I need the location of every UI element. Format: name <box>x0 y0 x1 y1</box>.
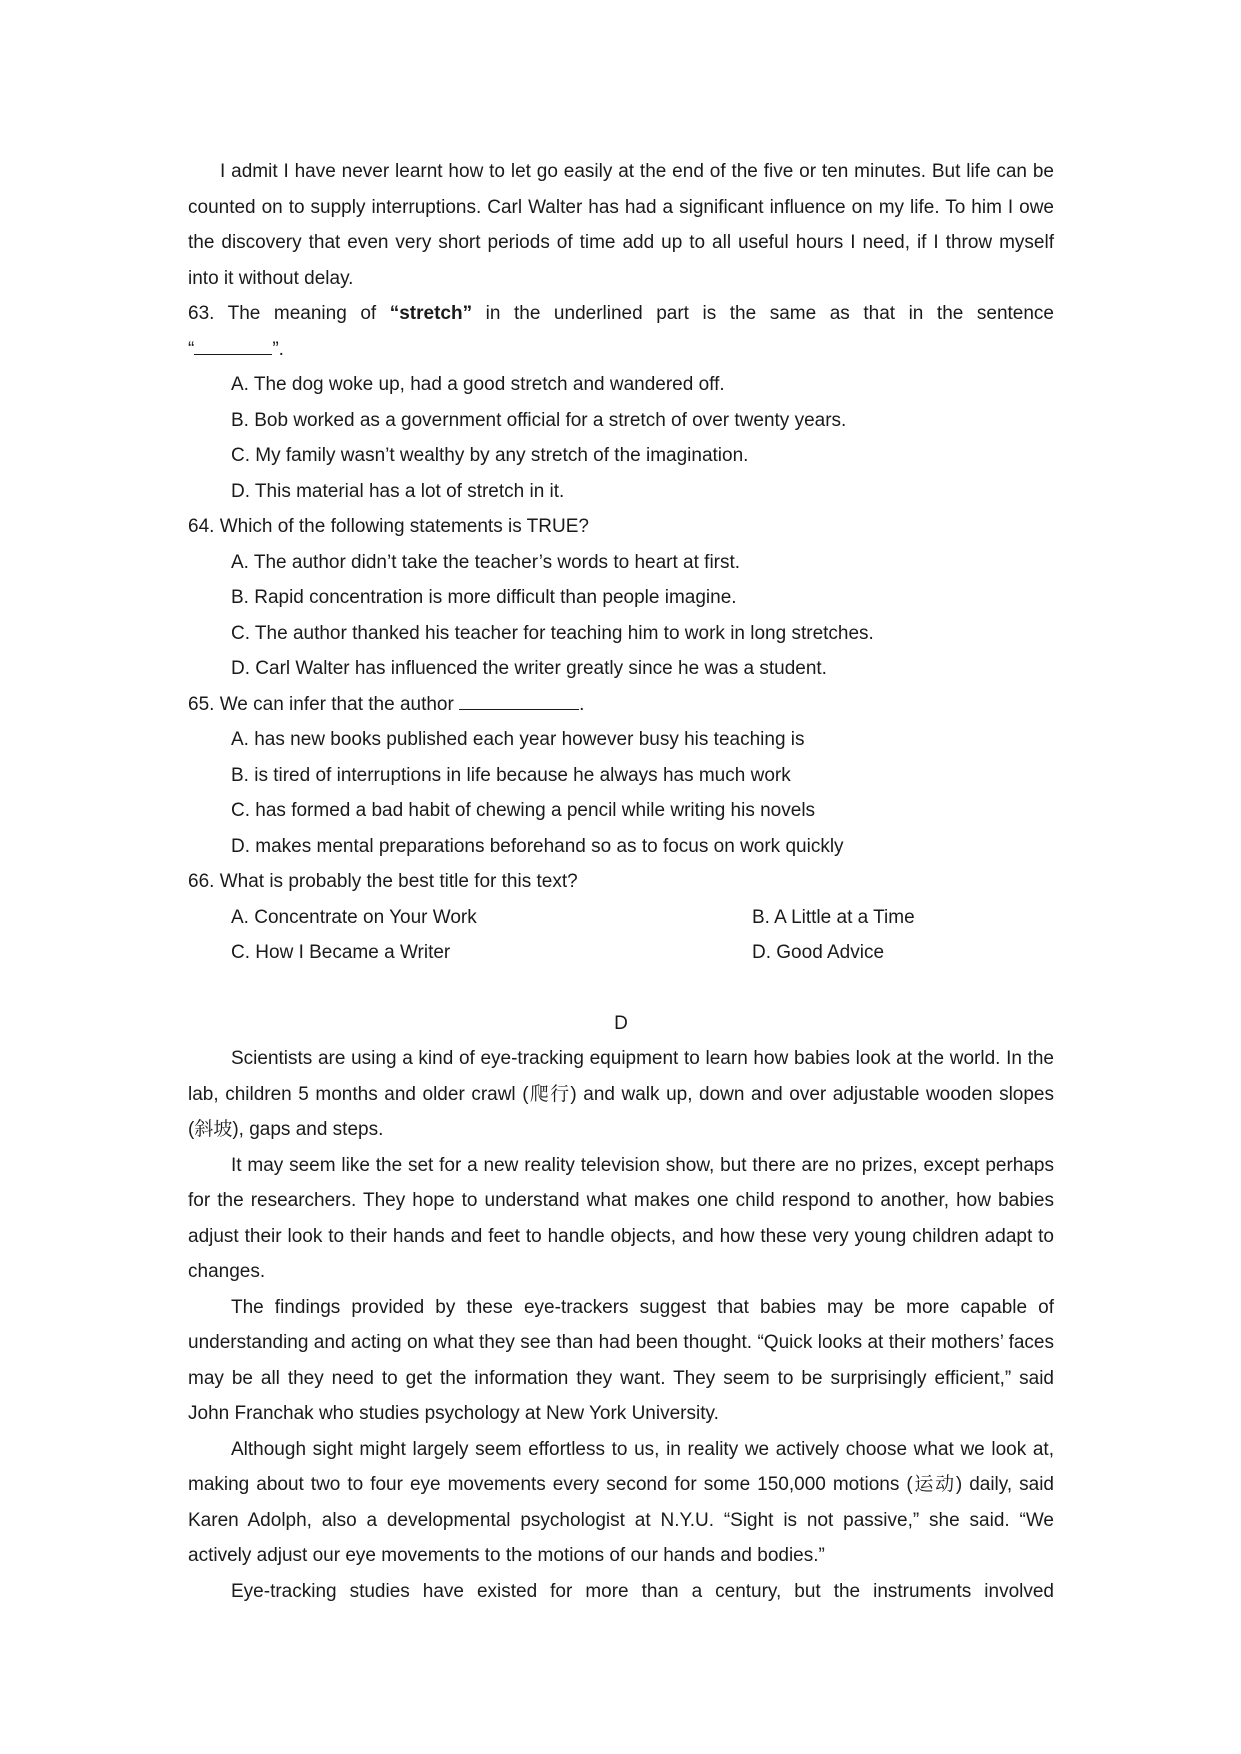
option-64-d: D. Carl Walter has influenced the writer greatly since he was a student. <box>231 658 827 679</box>
section-d-paragraph-3: The findings provided by these eye-trackers suggest that babies may be more capable of understanding and acting on what they see than had been thought. “Quick looks at their mothers’ faces may be all they need to get the information they want. They seem to be surprisingly efficient,” said John Franchak who studies psychology at New York University. <box>188 1296 1054 1424</box>
question-65-stem-line <box>188 687 1054 723</box>
option-63-b: B. Bob worked as a government official for a stretch of over twenty years. <box>231 409 847 431</box>
option-65-d: D. makes mental preparations beforehand so as to focus on work quickly <box>231 835 844 857</box>
option-64-a: A. The author didn’t take the teacher’s words to heart at first. <box>231 551 741 573</box>
section-d-paragraph-4: Although sight might largely seem effortless to us, in reality we actively choose what we look at, making about two to four eye movements every second for some 150,000 motions (运动) daily, said Karen Adolph, also a developmental psychologist at N.Y.U. “Sight is not passive,” she said. “We actively adjust our eye movements to the motions of our hands and bodies.” <box>188 1438 1054 1566</box>
option-63-a: A. The dog woke up, had a good stretch and wandered off. <box>231 374 725 395</box>
question-66-stem: 66. What is probably the best title for this text? <box>188 871 578 892</box>
question-63-blank-line <box>188 332 1054 368</box>
option-66-d: D. Good Advice <box>752 942 885 963</box>
page-content <box>188 154 1054 1609</box>
question-63-prefix: 63. The meaning of <box>188 303 390 324</box>
option-63-c: C. My family wasn’t wealthy by any stretch of the imagination. <box>231 445 749 466</box>
option-64-b: B. Rapid concentration is more difficult than people imagine. <box>231 587 737 608</box>
open-quote: “ <box>188 338 195 360</box>
section-d-paragraph-1: Scientists are using a kind of eye-tracking equipment to learn how babies look at the world. In the lab, children 5 months and older crawl (爬行) and walk up, down and over adjustable wooden slopes (斜坡), gaps and steps. <box>188 1048 1054 1140</box>
option-66-b: B. A Little at a Time <box>752 906 915 928</box>
answer-blank <box>194 332 272 355</box>
option-63-d: D. This material has a lot of stretch in it. <box>231 480 565 502</box>
option-65-a: A. has new books published each year however busy his teaching is <box>231 729 805 750</box>
question-63-suffix: in the underlined part is the same as that in the sentence <box>472 303 1054 324</box>
close-quote: ”. <box>272 338 284 360</box>
option-65-c: C. has formed a bad habit of chewing a pencil while writing his novels <box>231 800 816 821</box>
question-63 <box>188 296 1054 509</box>
question-63-stem <box>188 296 1054 332</box>
intro-paragraph: I admit I have never learnt how to let go easily at the end of the five or ten minutes. But life can be counted on to supply interruptions. Carl Walter has had a significant influence on my life. To him I owe the discovery that even very short periods of time add up to all useful hours I need, if I throw myself into it without delay. <box>188 161 1054 289</box>
question-65-end: . <box>579 693 585 715</box>
question-64 <box>188 509 1054 687</box>
section-d-paragraph-5: Eye-tracking studies have existed for more than a century, but the instruments involved <box>231 1580 1054 1602</box>
question-65 <box>188 687 1054 865</box>
question-66-options <box>188 900 1054 971</box>
option-66-a: A. Concentrate on Your Work <box>231 906 477 928</box>
answer-blank <box>459 687 579 710</box>
section-heading-d: D <box>614 1012 628 1034</box>
question-66 <box>188 864 1054 971</box>
option-66-c: C. How I Became a Writer <box>231 942 451 963</box>
question-63-keyword: “stretch” <box>389 303 473 324</box>
option-64-c: C. The author thanked his teacher for teaching him to work in long stretches. <box>231 622 874 644</box>
question-65-stem: 65. We can infer that the author <box>188 693 460 715</box>
option-65-b: B. is tired of interruptions in life because he always has much work <box>231 764 791 786</box>
question-64-stem: 64. Which of the following statements is TRUE? <box>188 516 589 537</box>
section-d-paragraph-2: It may seem like the set for a new reality television show, but there are no prizes, except perhaps for the researchers. They hope to understand what makes one child respond to another, how babies adjust their look to their hands and feet to handle objects, and how these very young children adapt to changes. <box>188 1154 1054 1282</box>
